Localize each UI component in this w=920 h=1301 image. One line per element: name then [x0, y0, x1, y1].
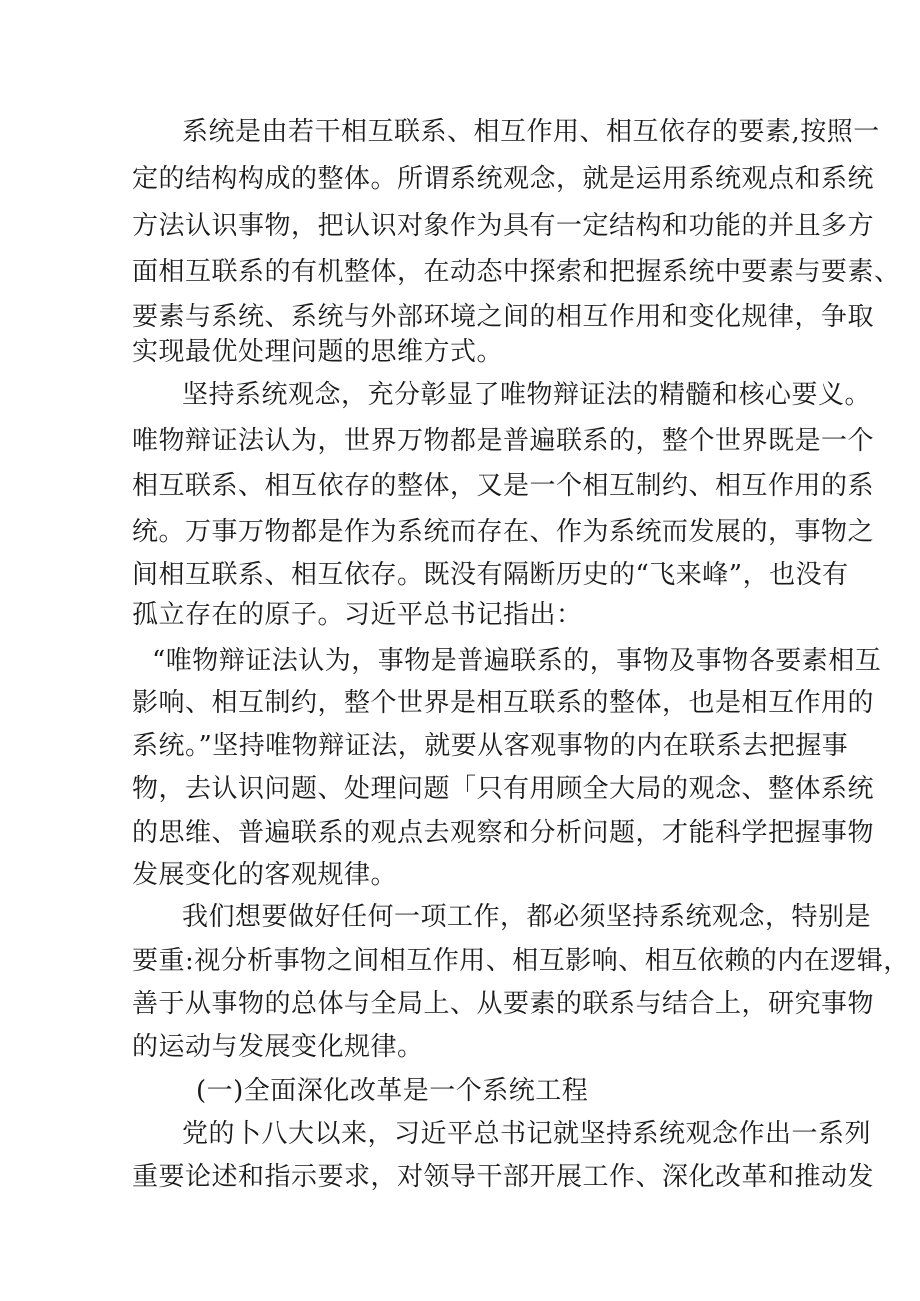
- paragraph-2-line-11: 的思维、普遍联系的观点去观察和分析问题，才能科学把握事物: [132, 818, 875, 848]
- paragraph-2-line-6: 孤立存在的原子。习近平总书记指出：: [132, 600, 583, 630]
- paragraph-2-line-2: 唯物辩证法认为，世界万物都是普遍联系的，整个世界既是一个: [132, 426, 875, 456]
- paragraph-1-line-4: 面相互联系的有机整体，在动态中探索和把握系统中要素与要素、: [132, 257, 901, 287]
- paragraph-1-line-2: 定的结构构成的整体。所谓系统观念，就是运用系统观点和系统: [132, 164, 875, 194]
- paragraph-3-line-3: 善于从事物的总体与全局上、从要素的联系与结合上，研究事物: [132, 989, 875, 1019]
- paragraph-1-line-3: 方法认识事物，把认识对象作为具有一定结构和功能的并且多方: [132, 211, 875, 241]
- paragraph-2-line-12: 发展变化的客观规律。: [132, 860, 398, 890]
- paragraph-2-line-9: 系统。”坚持唯物辩证法，就要从客观事物的内在联系去把握事: [132, 731, 849, 761]
- paragraph-3-line-4: 的运动与发展变化规律。: [132, 1032, 424, 1062]
- paragraph-2-line-3: 相互联系、相互依存的整体，又是一个相互制约、相互作用的系: [132, 471, 875, 501]
- paragraph-2-line-8: 影响、相互制约，整个世界是相互联系的整体，也是相互作用的: [132, 688, 875, 718]
- paragraph-1-line-1: 系统是由若干相互联系、相互作用、相互依存的要素,按照一: [182, 117, 880, 147]
- paragraph-4-line-2: 重要论述和指示要求，对领导干部开展工作、深化改革和推动发: [132, 1162, 875, 1192]
- paragraph-2-line-4: 统。万事万物都是作为系统而存在、作为系统而发展的，事物之: [132, 517, 875, 547]
- paragraph-2-line-5: 间相互联系、相互依存。既没有隔断历史的“飞来峰”，也没有: [132, 560, 849, 590]
- paragraph-2-line-10: 物，去认识问题、处理问题「只有用顾全大局的观念、整体系统: [132, 774, 875, 804]
- paragraph-3-line-1: 我们想要做好任何一项工作，都必须坚持系统观念，特别是: [182, 902, 872, 932]
- paragraph-1-line-6: 实现最优处理问题的思维方式。: [132, 337, 504, 367]
- section-heading: (一)全面深化改革是一个系统工程: [196, 1076, 589, 1106]
- paragraph-2-line-1: 坚持系统观念，充分彰显了唯物辩证法的精髓和核心要义。: [182, 380, 872, 410]
- paragraph-2-line-7: “唯物辩证法认为，事物是普遍联系的，事物及事物各要素相互: [152, 646, 882, 676]
- paragraph-3-line-2: 要重:视分析事物之间相互作用、相互影响、相互依赖的内在逻辑，: [132, 946, 910, 976]
- paragraph-1-line-5: 要素与系统、系统与外部环境之间的相互作用和变化规律，争取: [132, 302, 875, 332]
- paragraph-4-line-1: 党的卜八大以来，习近平总书记就坚持系统观念作出一系列: [182, 1119, 872, 1149]
